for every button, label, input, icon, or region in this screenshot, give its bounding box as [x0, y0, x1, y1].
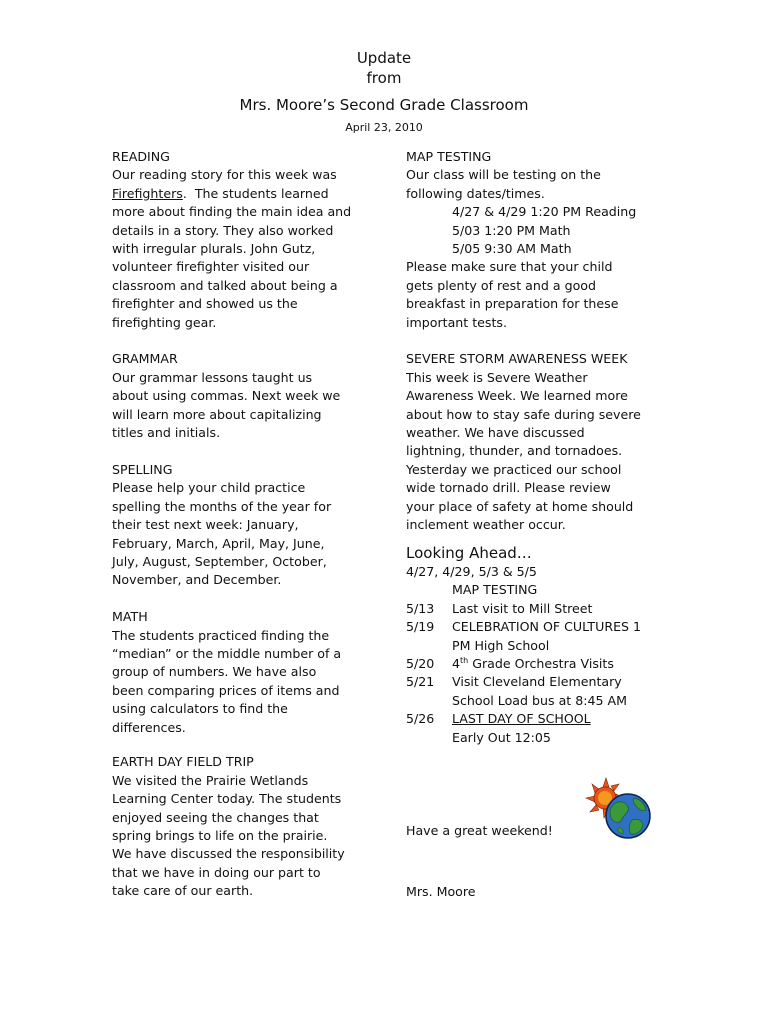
looking-ahead-date	[406, 637, 452, 655]
looking-ahead-text: Early Out 12:05	[452, 729, 551, 745]
title-update: Update	[356, 49, 412, 67]
spelling-line: July, August, September, October,	[112, 553, 327, 569]
math-line: using calculators to find the	[112, 701, 288, 717]
looking-ahead-section	[406, 543, 676, 747]
looking-ahead-date	[406, 692, 452, 710]
closing-message: Have a great weekend!	[406, 823, 553, 838]
grammar-line: titles and initials.	[112, 425, 221, 441]
map-testing-line: following dates/times.	[406, 185, 545, 201]
storm-week-line: weather. We have discussed	[406, 425, 585, 441]
earth-day-line: take care of our earth.	[112, 883, 254, 899]
reading-line: Our reading story for this week was	[112, 167, 337, 183]
math-section	[112, 608, 372, 737]
reading-line: details in a story. They also worked	[112, 222, 334, 238]
grammar-line: about using commas. Next week we	[112, 388, 341, 404]
looking-ahead-grade-number: 4	[452, 655, 461, 671]
looking-ahead-date	[406, 729, 452, 747]
storm-week-heading: SEVERE STORM AWARENESS WEEK	[406, 351, 628, 367]
storm-week-line: Awareness Week. We learned more	[406, 388, 628, 404]
spelling-line: February, March, April, May, June,	[112, 535, 325, 551]
math-line: differences.	[112, 719, 186, 735]
reading-line-with-title: Firefighters. The students learned	[112, 185, 329, 201]
math-heading: MATH	[112, 609, 148, 625]
title-classroom: Mrs. Moore’s Second Grade Classroom	[239, 96, 529, 114]
reading-line: volunteer firefighter visited our	[112, 259, 310, 275]
looking-ahead-item	[406, 673, 676, 691]
earth-day-line: enjoyed seeing the changes that	[112, 809, 319, 825]
looking-ahead-text	[452, 655, 676, 673]
map-testing-line: Please make sure that your child	[406, 259, 613, 275]
looking-ahead-text: PM High School	[452, 637, 550, 653]
looking-ahead-date: 5/21	[406, 674, 435, 690]
map-testing-section	[406, 148, 676, 332]
looking-ahead-item	[406, 729, 676, 747]
reading-heading: READING	[112, 149, 170, 164]
looking-ahead-first-sub: MAP TESTING	[452, 582, 538, 598]
reading-line: more about finding the main idea and	[112, 204, 352, 220]
earth-day-heading: EARTH DAY FIELD TRIP	[112, 754, 254, 770]
looking-ahead-first-line: 4/27, 4/29, 5/3 & 5/5	[406, 563, 537, 579]
looking-ahead-text: CELEBRATION OF CULTURES 1	[452, 619, 642, 635]
spelling-line: their test next week: January,	[112, 517, 299, 533]
spelling-section	[112, 461, 372, 590]
storm-week-line: wide tornado drill. Please review	[406, 480, 611, 496]
reading-line: The students learned	[194, 185, 329, 201]
storm-week-line: This week is Severe Weather	[406, 369, 588, 385]
storm-week-line: inclement weather occur.	[406, 517, 566, 533]
storm-week-line: lightning, thunder, and tornadoes.	[406, 443, 623, 459]
looking-ahead-date: 5/26	[406, 711, 435, 727]
reading-line: classroom and talked about being a	[112, 277, 338, 293]
earth-day-line: We have discussed the responsibility	[112, 846, 345, 862]
spelling-line: spelling the months of the year for	[112, 498, 332, 514]
math-line: been comparing prices of items and	[112, 682, 340, 698]
looking-ahead-item	[406, 637, 676, 655]
looking-ahead-item	[406, 692, 676, 710]
earth-day-line: that we have in doing our part to	[112, 864, 321, 880]
title-from: from	[366, 69, 402, 87]
reading-line: firefighter and showed us the	[112, 296, 298, 312]
spelling-heading: SPELLING	[112, 461, 173, 477]
map-testing-line: important tests.	[406, 314, 507, 330]
grammar-heading: GRAMMAR	[112, 351, 178, 367]
grammar-line: Our grammar lessons taught us	[112, 369, 313, 385]
looking-ahead-item	[406, 710, 676, 728]
looking-ahead-last-day: LAST DAY OF SCHOOL	[452, 711, 591, 727]
earth-day-section	[112, 753, 372, 900]
looking-ahead-item	[406, 655, 676, 673]
grammar-section	[112, 350, 372, 442]
earth-day-line: Learning Center today. The students	[112, 791, 342, 807]
math-line: The students practiced finding the	[112, 627, 330, 643]
right-column	[406, 148, 676, 747]
looking-ahead-date: 5/13	[406, 600, 435, 616]
left-column	[112, 148, 372, 901]
looking-ahead-heading: Looking Ahead…	[406, 543, 532, 562]
storm-week-section	[406, 350, 676, 534]
earth-globe-icon	[606, 794, 650, 838]
math-line: “median” or the middle number of a	[112, 645, 342, 661]
storm-week-line: your place of safety at home should	[406, 498, 634, 514]
map-testing-schedule-item: 4/27 & 4/29 1:20 PM Reading	[452, 204, 637, 220]
map-testing-schedule-item: 5/03 1:20 PM Math	[452, 222, 571, 238]
newsletter-date: April 23, 2010	[345, 121, 423, 134]
reading-section	[112, 148, 372, 332]
reading-line: firefighting gear.	[112, 314, 217, 330]
earth-day-line: spring brings to life on the prairie.	[112, 827, 328, 843]
spelling-line: November, and December.	[112, 572, 282, 588]
looking-ahead-item	[406, 618, 676, 636]
map-testing-line: breakfast in preparation for these	[406, 296, 619, 312]
storm-week-line: Yesterday we practiced our school	[406, 461, 622, 477]
earth-day-line: We visited the Prairie Wetlands	[112, 772, 309, 788]
looking-ahead-text: Visit Cleveland Elementary	[452, 674, 622, 690]
looking-ahead-item	[406, 600, 676, 618]
looking-ahead-grade-text: Grade Orchestra Visits	[468, 655, 614, 671]
signature: Mrs. Moore	[406, 884, 476, 899]
map-testing-line: gets plenty of rest and a good	[406, 277, 596, 293]
storm-week-line: about how to stay safe during severe	[406, 406, 641, 422]
reading-line: with irregular plurals. John Gutz,	[112, 241, 316, 257]
looking-ahead-date: 5/19	[406, 619, 435, 635]
newsletter-header	[0, 48, 768, 136]
map-testing-line: Our class will be testing on the	[406, 167, 601, 183]
sun-and-earth-globe-icon	[584, 776, 654, 842]
math-line: group of numbers. We have also	[112, 664, 317, 680]
looking-ahead-ordinal-suffix: th	[460, 655, 469, 665]
map-testing-heading: MAP TESTING	[406, 149, 492, 164]
reading-story-title: Firefighters	[112, 185, 183, 201]
looking-ahead-text: School Load bus at 8:45 AM	[452, 692, 627, 708]
looking-ahead-date: 5/20	[406, 655, 435, 671]
map-testing-schedule-item: 5/05 9:30 AM Math	[452, 241, 572, 257]
spelling-line: Please help your child practice	[112, 480, 306, 496]
grammar-line: will learn more about capitalizing	[112, 406, 322, 422]
looking-ahead-text: Last visit to Mill Street	[452, 600, 593, 616]
